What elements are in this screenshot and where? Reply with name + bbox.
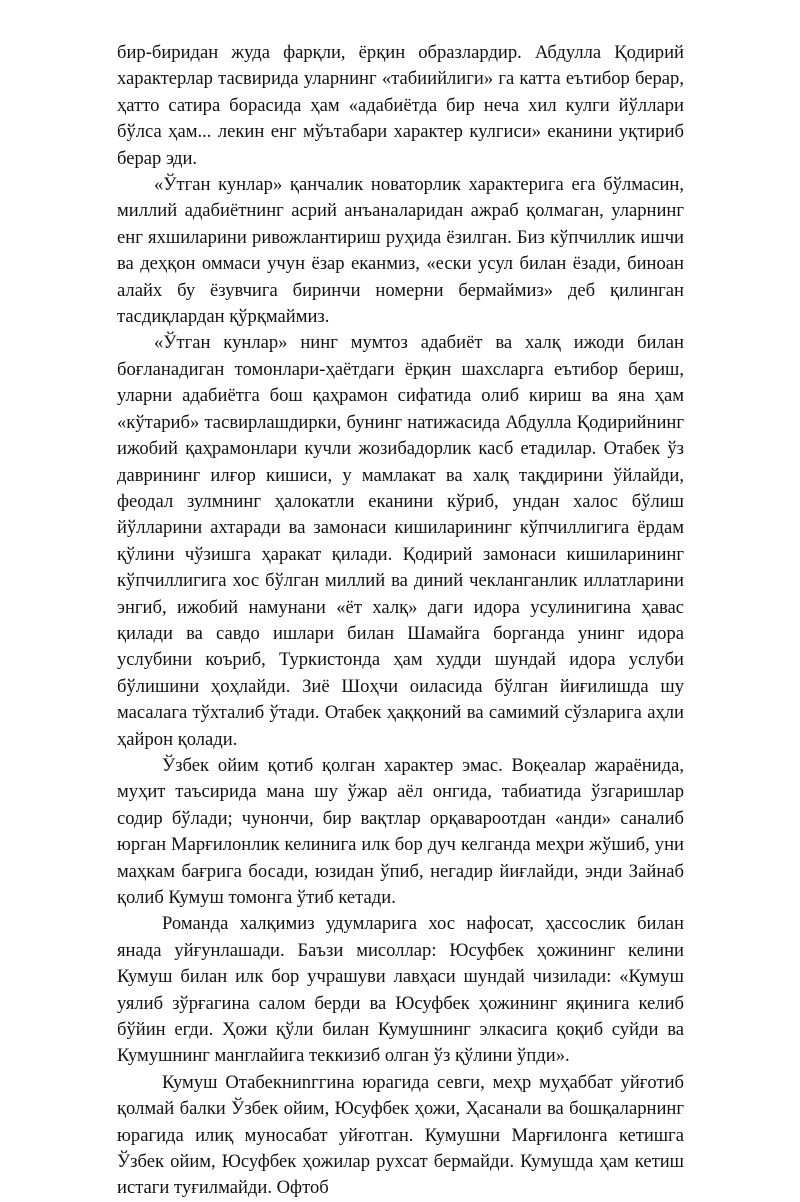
paragraph-2: «Ўтган кунлар» қанчалик новаторлик характерига ега бўлмасин, миллий адабиётнинг асрий анъаналаридан ажраб қолмаган, уларнинг енг яхшиларини ривожлантириш руҳида ёзилган. Биз кўпчиллик ишчи ва деҳқон оммаси учун ёзар еканмиз, «ески усул билан ёзади, биноан алайх бу ёзувчига биринчи номерни бермаймиз» деб қилинган тасдиқлардан қўрқмаймиз.: [117, 174, 684, 328]
paragraph-4: Ўзбек ойим қотиб қолган характер эмас. Воқеалар жараёнида, муҳит таъсирида мана шу ўжар аёл онгида, табиатида ўзгаришлар содир бўлади; чунончи, бир вақтлар орқавароотдан «анди» саналиб юрган Марғилонлик келинига илк бор дуч келганда меҳри жўшиб, уни маҳкам бағрига босади, юзидан ўпиб, негадир йиғлайди, энди Зайнаб қолиб Кумуш томонга ўтиб кетади.: [117, 754, 684, 908]
paragraph-5: Романда халқимиз удумларига хос нафосат, ҳассослик билан янада уйғунлашади. Баъзи мисоллар: Юсуфбек ҳожининг келини Кумуш билан илк бор учрашуви лавҳаси шундай чизилади: «Кумуш уялиб зўрғагина салом берди ва Юсуфбек ҳожининг яқинига келиб бўйин егди. Ҳожи қўли билан Кумушнинг элкасига қоқиб суйди ва Кумушнинг манглайига теккизиб олган ўз қўлини ўпди».: [117, 913, 684, 1067]
paragraph-6: Кумуш Отабекниnггина юрагида севги, меҳр муҳаббат уйғотиб қолмай балки Ўзбек ойим, Юсуфбек ҳожи, Ҳасанали ва бошқаларнинг юрагида илиқ муносабат уйғотган. Кумушни Марғилонга кетишга Ўзбек ойим, Юсуфбек ҳожилар рухсат бермайди. Кумушда ҳам кетиш истаги туғилмайди. Офтоб: [117, 1071, 684, 1199]
document-page: [117, 40, 684, 1202]
paragraph-3: «Ўтган кунлар» нинг мумтоз адабиёт ва халқ ижоди билан боғланадиган томонлари-ҳаётдаги ёрқин шахсларга еътибор бериш, уларни адабиётга бош қаҳрамон сифатида олиб кириш ва яна ҳам «кўтариб» тасвирлашдирки, бунинг натижасида Абдулла Қодирийнинг ижобий қаҳрамонлари кучли жозибадорлик касб етадилар. Отабек ўз даврининг илғор кишиси, у мамлакат ва халқ тақдирини ўйлайди, феодал зулмнинг ҳалокатли еканини кўриб, ундан халос бўлиш йўлларини ахтаради ва замонаси кишиларининг кўпчиллигига ёрдам қўлини чўзишга ҳаракат қилади. Қодирий замонаси кишиларининг кўпчиллигига хос бўлган миллий ва диний чекланганлик иллатларини энгиб, ижобий намунани «ёт халқ» даги идора усулинигина ҳавас қилади ва савдо ишлари билан Шамайга борганда унинг идора услубини коъриб, Туркистонда ҳам худди шундай идора услуби бўлишини ҳоҳлайди. Зиё Шоҳчи оиласида бўлган йиғилишда шу масалага тўхталиб ўтади. Отабек ҳаққоний ва самимий сўзларига аҳли ҳайрон қолади.: [117, 332, 684, 750]
paragraph-1: бир-биридан жуда фарқли, ёрқин образлардир. Абдулла Қодирий характерлар тасвирида уларнинг «табиийлиги» га катта еътибор берар, ҳатто сатира борасида ҳам «адабиётда бир неча хил кулги йўллари бўлса ҳам... лекин енг мўътабари характер кулгиси» еканини уқтириб берар эди.: [117, 42, 684, 169]
